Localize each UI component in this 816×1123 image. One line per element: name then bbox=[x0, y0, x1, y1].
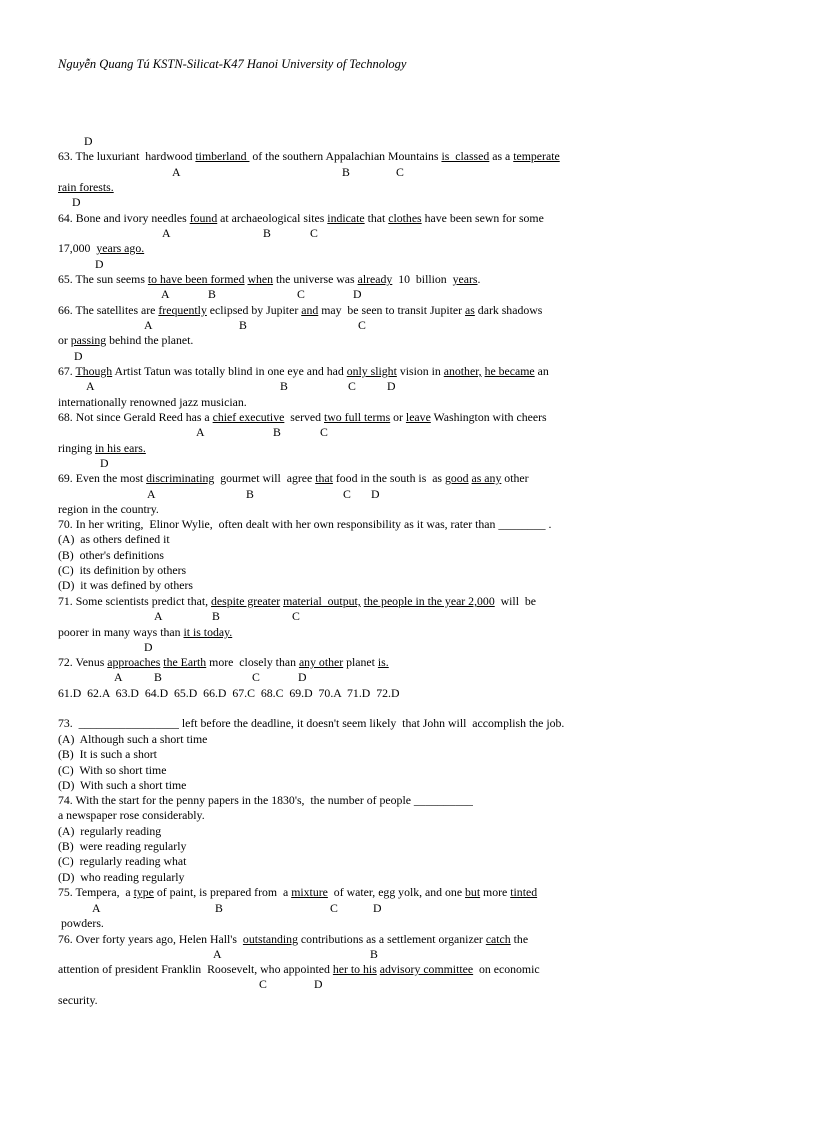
answer-letter: B bbox=[263, 226, 271, 240]
answer-letter: A bbox=[144, 318, 153, 332]
question-74-stem-2: a newspaper rose considerably. bbox=[58, 808, 205, 822]
answer-letter: D bbox=[371, 487, 380, 501]
answer-letter: B bbox=[273, 425, 281, 439]
question-76-line-3: security. bbox=[58, 993, 98, 1007]
answer-letter: C bbox=[259, 977, 267, 991]
answer-letter: B bbox=[246, 487, 254, 501]
answer-letter: B bbox=[212, 609, 220, 623]
answer-letter: D bbox=[144, 640, 153, 654]
question-76-line-2: attention of president Franklin Roosevelt, who appointed her to his advisory committee on economic bbox=[58, 962, 540, 976]
option-d: (D) it was defined by others bbox=[58, 578, 193, 592]
answer-letter: C bbox=[292, 609, 300, 623]
answer-letter: B bbox=[370, 947, 378, 961]
question-75-line-2: powders. bbox=[58, 916, 104, 930]
question-66-line-1: 66. The satellites are frequently eclipsed by Jupiter and may be seen to transit Jupiter as dark shadows bbox=[58, 303, 543, 317]
option-c: (C) With so short time bbox=[58, 763, 167, 777]
option-c: (C) regularly reading what bbox=[58, 854, 187, 868]
option-b: (B) It is such a short bbox=[58, 747, 157, 761]
question-76-line-1: 76. Over forty years ago, Helen Hall's outstanding contributions as a settlement organizer catch the bbox=[58, 932, 529, 946]
question-67-line-1: 67. Though Artist Tatun was totally blind in one eye and had only slight vision in another, he became an bbox=[58, 364, 549, 378]
answer-letter: B bbox=[342, 165, 350, 179]
question-64-line-2: 17,000 years ago. bbox=[58, 241, 145, 255]
answer-letter: C bbox=[320, 425, 328, 439]
answer-letter: C bbox=[396, 165, 404, 179]
question-71-line-2: poorer in many ways than it is today. bbox=[58, 625, 233, 639]
option-a: (A) regularly reading bbox=[58, 824, 162, 838]
answer-letter: A bbox=[147, 487, 156, 501]
answer-letter: B bbox=[280, 379, 288, 393]
answer-letter: C bbox=[252, 670, 260, 684]
answer-letter: D bbox=[100, 456, 109, 470]
answer-letter: A bbox=[86, 379, 95, 393]
answer-key: 61.D 62.A 63.D 64.D 65.D 66.D 67.C 68.C 69.D 70.A 71.D 72.D bbox=[58, 686, 400, 700]
answer-letter: A bbox=[162, 226, 171, 240]
answer-letter: A bbox=[114, 670, 123, 684]
answer-letter: A bbox=[92, 901, 101, 915]
question-67-line-2: internationally renowned jazz musician. bbox=[58, 395, 247, 409]
option-a: (A) Although such a short time bbox=[58, 732, 208, 746]
question-71-line-1: 71. Some scientists predict that, despite greater material output, the people in the year 2,000 will be bbox=[58, 594, 537, 608]
answer-letter: B bbox=[208, 287, 216, 301]
answer-letter: D bbox=[95, 257, 104, 271]
answer-letter: A bbox=[172, 165, 181, 179]
option-a: (A) as others defined it bbox=[58, 532, 170, 546]
question-64-line-1: 64. Bone and ivory needles found at archaeological sites indicate that clothes have been sewn for some bbox=[58, 211, 544, 225]
option-d: (D) With such a short time bbox=[58, 778, 187, 792]
answer-letter: A bbox=[196, 425, 205, 439]
answer-letter: D bbox=[84, 134, 93, 148]
question-63-line-2: rain forests. bbox=[58, 180, 114, 194]
question-68-line-2: ringing in his ears. bbox=[58, 441, 146, 455]
answer-letter: A bbox=[154, 609, 163, 623]
answer-letter: B bbox=[215, 901, 223, 915]
question-69-line-1: 69. Even the most discriminating gourmet will agree that food in the south is as good as any other bbox=[58, 471, 529, 485]
answer-letter: C bbox=[343, 487, 351, 501]
option-c: (C) its definition by others bbox=[58, 563, 187, 577]
answer-letter: A bbox=[161, 287, 170, 301]
answer-letter: D bbox=[387, 379, 396, 393]
answer-letter: B bbox=[154, 670, 162, 684]
answer-letter: C bbox=[358, 318, 366, 332]
answer-letter: D bbox=[314, 977, 323, 991]
question-72-line-1: 72. Venus approaches the Earth more closely than any other planet is. bbox=[58, 655, 389, 669]
question-70-stem: 70. In her writing, Elinor Wylie, often dealt with her own responsibility as it was, rater than ________ . bbox=[58, 517, 552, 531]
page-header: Nguyễn Quang Tú KSTN-Silicat-K47 Hanoi University of Technology bbox=[58, 57, 407, 71]
question-69-line-2: region in the country. bbox=[58, 502, 159, 516]
answer-letter: D bbox=[373, 901, 382, 915]
answer-letter: D bbox=[298, 670, 307, 684]
answer-letter: B bbox=[239, 318, 247, 332]
question-75-line-1: 75. Tempera, a type of paint, is prepared from a mixture of water, egg yolk, and one but more tinted bbox=[58, 885, 538, 899]
answer-letter: A bbox=[213, 947, 222, 961]
answer-letter: D bbox=[353, 287, 362, 301]
option-b: (B) other's definitions bbox=[58, 548, 164, 562]
question-73-stem: 73. _________________ left before the deadline, it doesn't seem likely that John will accomplish the job. bbox=[58, 716, 565, 730]
answer-letter: C bbox=[348, 379, 356, 393]
answer-letter: C bbox=[310, 226, 318, 240]
answer-letter: D bbox=[74, 349, 83, 363]
question-65-line-1: 65. The sun seems to have been formed when the universe was already 10 billion years. bbox=[58, 272, 481, 286]
answer-letter: C bbox=[330, 901, 338, 915]
question-74-stem: 74. With the start for the penny papers in the 1830's, the number of people __________ bbox=[58, 793, 473, 807]
option-b: (B) were reading regularly bbox=[58, 839, 187, 853]
question-66-line-2: or passing behind the planet. bbox=[58, 333, 194, 347]
option-d: (D) who reading regularly bbox=[58, 870, 185, 884]
question-63-line-1: 63. The luxuriant hardwood timberland of the southern Appalachian Mountains is classed as a temperate bbox=[58, 149, 560, 163]
answer-letter: D bbox=[72, 195, 81, 209]
answer-letter: C bbox=[297, 287, 305, 301]
question-68-line-1: 68. Not since Gerald Reed has a chief executive served two full terms or leave Washington with cheers bbox=[58, 410, 547, 424]
